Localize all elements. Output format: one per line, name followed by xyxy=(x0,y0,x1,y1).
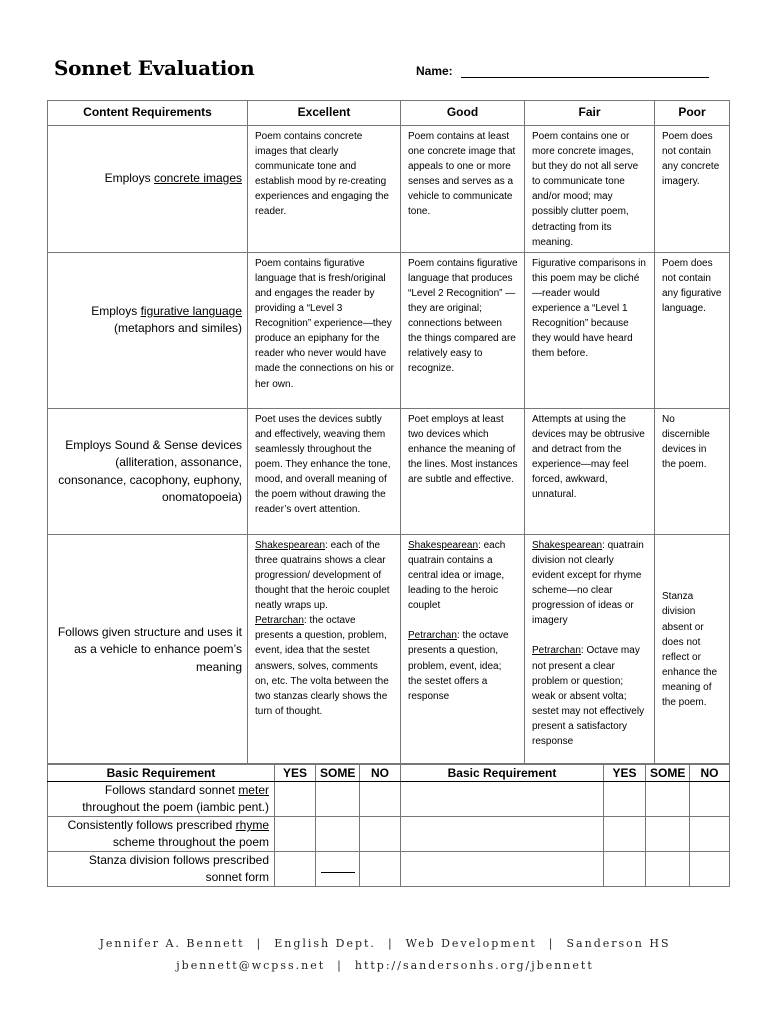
requirement-key-term: concrete images xyxy=(153,171,242,185)
column-header: Fair xyxy=(525,101,655,126)
good-cell: Poet employs at least two devices which enhance the meaning of the lines. Most instances are subtle and effective. xyxy=(401,408,525,534)
requirement-label: Employs Sound & Sense devices (alliteration, assonance, consonance, cacophony, euphony, onomatopoeia) xyxy=(48,408,248,534)
yes-cell[interactable] xyxy=(275,782,316,817)
form-description: : the octave presents a question, problem, event, idea that the sestet answers, solves, comments on, etc. The volta between the two stanzas clearly shows the turn of thought. xyxy=(255,615,389,717)
rubric-row xyxy=(48,408,730,534)
requirement-text: Consistently follows prescribed xyxy=(67,818,236,832)
yes-cell[interactable] xyxy=(275,817,316,852)
basic-requirement-label xyxy=(401,852,604,887)
no-cell[interactable] xyxy=(690,852,730,887)
fair-cell: Attempts at using the devices may be obtrusive and detract from the experience—may feel forced, awkward, unnatural. xyxy=(525,408,655,534)
footer-separator: | xyxy=(337,959,343,972)
excellent-cell xyxy=(248,534,401,764)
no-cell[interactable] xyxy=(690,817,730,852)
poor-text: Stanza division absent or does not reflect or enhance the meaning of the poem. xyxy=(662,591,718,709)
column-header: NO xyxy=(690,764,730,782)
no-cell[interactable] xyxy=(690,782,730,817)
footer-credits xyxy=(0,937,770,950)
requirement-label xyxy=(48,252,248,408)
form-description: : each of the three quatrains shows a clear progression/ development of thought that the heroic couplet neatly wraps up. xyxy=(255,539,390,612)
basic-requirements-table xyxy=(47,763,730,887)
rubric-row xyxy=(48,252,730,408)
blank-line xyxy=(321,864,355,873)
rubric-table xyxy=(47,100,730,765)
fair-cell: Figurative comparisons in this poem may be cliché—reader would experience a “Level 1 Recognition” because they would have heard them before. xyxy=(525,252,655,408)
form-label: Shakespearean xyxy=(532,539,603,551)
rubric-header-row xyxy=(48,101,730,126)
fair-cell xyxy=(525,534,655,764)
no-cell[interactable] xyxy=(360,817,401,852)
footer-contact xyxy=(0,959,770,972)
no-cell[interactable] xyxy=(360,782,401,817)
yes-cell[interactable] xyxy=(604,782,646,817)
excellent-cell: Poem contains concrete images that clearly communicate tone and establish mood by re-creating experiences and engaging the reader. xyxy=(248,126,401,253)
requirement-text: Employs xyxy=(104,171,154,185)
footer-email[interactable]: jbennett@wcpss.net xyxy=(176,959,326,972)
requirement-text: Follows standard sonnet xyxy=(104,783,239,797)
column-header: Basic Requirement xyxy=(48,764,275,782)
basic-requirement-label xyxy=(48,852,275,887)
yes-cell[interactable] xyxy=(604,817,646,852)
some-cell[interactable] xyxy=(646,852,690,887)
requirement-subtext: (metaphors and similes) xyxy=(113,321,242,336)
column-header: YES xyxy=(275,764,316,782)
requirement-label xyxy=(48,126,248,253)
basic-requirement-label xyxy=(48,817,275,852)
column-header: Good xyxy=(401,101,525,126)
footer-separator: | xyxy=(548,937,555,950)
form-label: Shakespearean xyxy=(255,539,326,551)
footer-dept: English Dept. xyxy=(274,937,376,950)
requirement-text: throughout the poem (iambic pent.) xyxy=(82,800,269,814)
requirement-text: Stanza division follows prescribed sonnet form xyxy=(88,853,269,884)
requirement-text: Employs xyxy=(91,303,141,318)
column-header: Content Requirements xyxy=(48,101,248,126)
good-cell xyxy=(401,534,525,764)
column-header: Basic Requirement xyxy=(401,764,604,782)
poor-cell: No discernible devices in the poem. xyxy=(655,408,730,534)
form-label: Petrarchan xyxy=(532,645,581,657)
form-description: : quatrain division not clearly evident except for rhyme scheme—no clear progression of ideas or imagery xyxy=(532,539,644,627)
column-header: SOME xyxy=(646,764,690,782)
requirement-key-term: meter xyxy=(238,783,269,797)
form-label: Shakespearean xyxy=(408,539,479,551)
requirement-key-term: figurative language xyxy=(140,303,242,318)
page-title: Sonnet Evaluation xyxy=(54,56,255,80)
excellent-cell: Poet uses the devices subtly and effectively, weaving them seamlessly throughout the poem. They enhance the tone, mood, and overall meaning of the poem without drawing the reader’s overt attention. xyxy=(248,408,401,534)
column-header: Excellent xyxy=(248,101,401,126)
basic-header-row xyxy=(48,764,730,782)
basic-row xyxy=(48,782,730,817)
basic-row xyxy=(48,852,730,887)
column-header: Poor xyxy=(655,101,730,126)
footer-school: Sanderson HS xyxy=(566,937,671,950)
poor-cell xyxy=(655,534,730,764)
some-cell[interactable] xyxy=(316,817,360,852)
footer-url[interactable]: http://sandersonhs.org/jbennett xyxy=(354,959,594,972)
form-label: Petrarchan xyxy=(408,630,457,642)
some-cell[interactable] xyxy=(646,782,690,817)
fair-cell: Poem contains one or more concrete images, but they do not all serve to communicate tone and/or mood; may possibly clutter poem, detracting from its meaning. xyxy=(525,126,655,253)
yes-cell[interactable] xyxy=(275,852,316,887)
yes-cell[interactable] xyxy=(604,852,646,887)
poor-cell: Poem does not contain any concrete imagery. xyxy=(655,126,730,253)
basic-requirement-label xyxy=(401,817,604,852)
rubric-row xyxy=(48,534,730,764)
some-cell[interactable] xyxy=(646,817,690,852)
column-header: SOME xyxy=(316,764,360,782)
requirement-text: scheme throughout the poem xyxy=(112,835,269,849)
some-cell[interactable] xyxy=(316,782,360,817)
requirement-label: Follows given structure and uses it as a vehicle to enhance poem’s meaning xyxy=(48,534,248,764)
some-cell[interactable] xyxy=(316,852,360,887)
name-field[interactable] xyxy=(461,77,709,78)
footer-separator: | xyxy=(387,937,394,950)
form-label: Petrarchan xyxy=(255,615,304,627)
column-header: NO xyxy=(360,764,401,782)
no-cell[interactable] xyxy=(360,852,401,887)
column-header: YES xyxy=(604,764,646,782)
footer-separator: | xyxy=(256,937,263,950)
basic-row xyxy=(48,817,730,852)
good-cell: Poem contains at least one concrete image that appeals to one or more senses and serves as a vehicle to communicate tone. xyxy=(401,126,525,253)
form-description: : the octave presents a question, problem, event, idea; the sestet offers a response xyxy=(408,630,509,702)
footer-author: Jennifer A. Bennett xyxy=(99,937,245,950)
footer-course: Web Development xyxy=(405,937,537,950)
good-cell: Poem contains figurative language that produces “Level 2 Recognition” —they are original; connections between the things compared are relatively easy to recognize. xyxy=(401,252,525,408)
name-label: Name: xyxy=(416,64,453,78)
form-description: : each quatrain contains a central idea or image, leading to the heroic couplet xyxy=(408,539,506,612)
rubric-row xyxy=(48,126,730,253)
basic-requirement-label xyxy=(48,782,275,817)
excellent-cell: Poem contains figurative language that is fresh/original and engages the reader by providing a “Level 3 Recognition” experience—they produce an epiphany for the reader who never would have made the connections on his or her own. xyxy=(248,252,401,408)
form-description: : Octave may not present a clear problem or question; weak or absent volta; sestet may not effectively present a satisfactory response xyxy=(532,645,645,747)
basic-requirement-label xyxy=(401,782,604,817)
poor-cell: Poem does not contain any figurative language. xyxy=(655,252,730,408)
requirement-key-term: rhyme xyxy=(235,818,269,832)
